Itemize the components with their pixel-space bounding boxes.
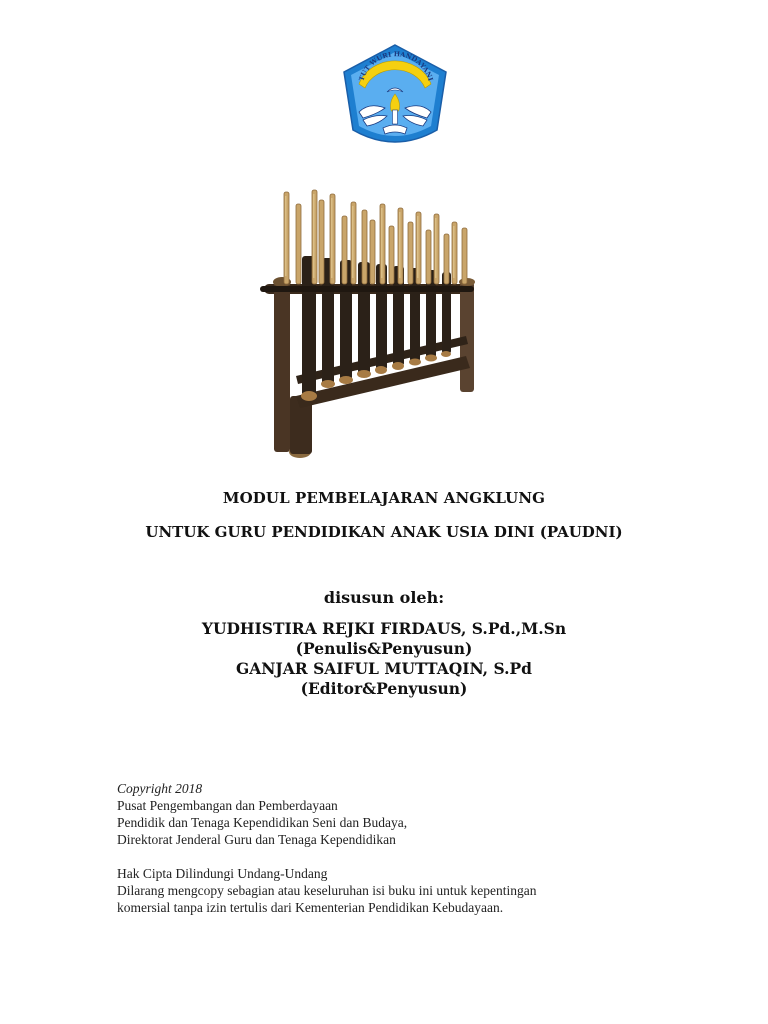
authors-heading: disusun oleh: — [323, 588, 445, 607]
tut-wuri-handayani-logo — [339, 42, 451, 150]
angklung-image — [256, 186, 496, 466]
copyright-line: Copyright 2018 — [117, 781, 203, 796]
author-name: GANJAR SAIFUL MUTTAQIN, S.Pd — [236, 659, 532, 678]
spacer — [117, 848, 637, 865]
rights-line: Hak Cipta Dilindungi Undang-Undang — [117, 866, 328, 881]
author-name: YUDHISTIRA REJKI FIRDAUS, S.Pd.,M.Sn — [201, 619, 567, 638]
angklung-instrument-icon — [256, 186, 496, 466]
org-line: Pusat Pengembangan dan Pemberdayaan — [117, 798, 338, 813]
org-line: Direktorat Jenderal Guru dan Tenaga Kependidikan — [117, 832, 396, 847]
org-line: Pendidik dan Tenaga Kependidikan Seni dan Budaya, — [117, 815, 408, 830]
author-role: (Editor&Penyusun) — [300, 679, 468, 698]
title-line-1: MODUL PEMBELAJARAN ANGKLUNG — [222, 489, 546, 507]
title-line-2: UNTUK GURU PENDIDIKAN ANAK USIA DINI (PAUDNI) — [145, 523, 623, 541]
logo-icon — [339, 42, 451, 150]
logo-motto: TUT WURI HANDAYANI — [357, 50, 435, 83]
rights-line: komersial tanpa izin tertulis dari Kementerian Pendidikan Kebudayaan. — [117, 900, 504, 915]
copyright-block — [117, 780, 637, 916]
author-role: (Penulis&Penyusun) — [295, 639, 473, 658]
rights-line: Dilarang mengcopy sebagian atau keseluruhan isi buku ini untuk kepentingan — [117, 883, 537, 898]
